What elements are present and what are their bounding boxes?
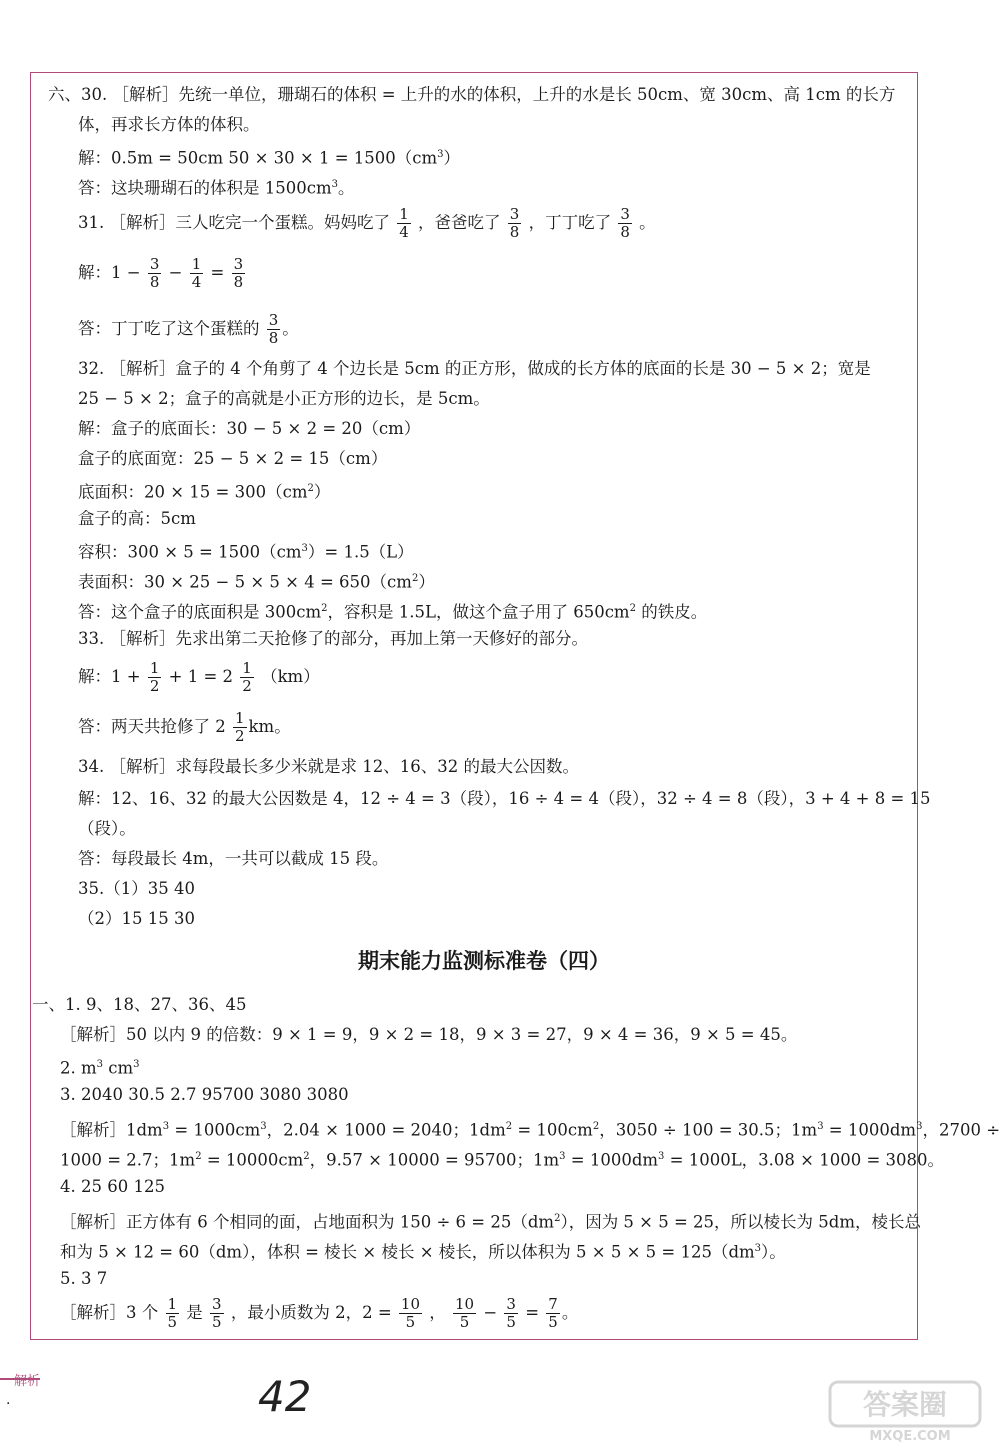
fraction-3-8: $\frac{3}{8}$ <box>509 205 520 241</box>
watermark-logo <box>826 1378 996 1444</box>
q32-answer: 答：这个盒子的底面积是 $300cm^2$，容积是 1.5L，做这个盒子用了 $650cm^2$ 的铁皮。 <box>78 602 708 622</box>
s4-analysis-line1: ［解析］正方体有 6 个相同的面，占地面积为 $150 \div 6 = 25(dm^2)$，因为 5 × 5 = 25，所以棱长为 5dm，棱长总 <box>60 1212 922 1232</box>
fraction-3-8: $\frac{3}{8}$ <box>620 205 630 241</box>
watermark-top-text: 答案圈 <box>862 1388 948 1421</box>
s2-answer: 2. $m^3$ $cm^3$ <box>60 1058 140 1078</box>
q33-analysis: 33. ［解析］先求出第二天抢修了的部分，再加上第一天修好的部分。 <box>78 629 588 648</box>
s5-answer: 5. 3 7 <box>60 1269 108 1288</box>
fraction-1-4: $\frac{1}{4}$ <box>399 205 409 241</box>
s4-analysis-line2: 和为 5 × 12 = 60（dm），体积 = 棱长 × 棱长 × 棱长，所以体积为 $5 \times 5 \times 5 = 125(dm^3)$。 <box>60 1242 786 1262</box>
page-number: 42 <box>258 1372 312 1421</box>
q34-analysis: 34. ［解析］求每段最长多少米就是求 12、16、32 的最大公因数。 <box>78 757 579 776</box>
q32-step1: 解：盒子的底面长：30 − 5 × 2 = 20（cm） <box>78 419 421 438</box>
q32-step5: 容积：$300 \times 5 = 1500(cm^3)= 1.5(L)$ <box>78 542 414 562</box>
q32-step6: 表面积：$30 \times 25 - 5 \times 5 \times 4 = 650(cm^2)$ <box>78 572 435 592</box>
q32-step2: 盒子的底面宽：25 − 5 × 2 = 15（cm） <box>78 449 388 468</box>
q34-solution-line2: （段）。 <box>78 819 136 838</box>
q34-answer: 答：每段最长 4m，一共可以截成 15 段。 <box>78 849 389 868</box>
s3-answer: 3. 2040 30.5 2.7 95700 3080 3080 <box>60 1085 349 1104</box>
s5-analysis: ［解析］3 个 $\frac{1}{5}$ 是 $\frac{3}{5}$ ，最小质数为 2，2 = $\frac{10}{5}$ ， $\frac{10}{5}$ − $\frac{3}{5}$ = $\frac{7}{5}$ 。 <box>60 1295 579 1331</box>
q32-step4: 盒子的高：5cm <box>78 509 196 528</box>
s1-answer: 一、1. 9、18、27、36、45 <box>32 995 247 1014</box>
q33-solution: 解：1 + $\frac{1}{2}$ + 1 = 2 $\frac{1}{2}$ （km） <box>78 659 320 695</box>
q31-answer: 答：丁丁吃了这个蛋糕的 $\frac{3}{8}$ 。 <box>78 311 299 347</box>
q31-solution: 解：1 − $\frac{3}{8}$ − $\frac{1}{4}$ = $\frac{3}{8}$ <box>78 255 244 291</box>
watermark-bottom-text: MXQE.COM <box>869 1429 951 1444</box>
q34-solution-line1: 解：12、16、32 的最大公因数是 4，12 ÷ 4 = 3（段），16 ÷ 4 = 4（段），32 ÷ 4 = 8（段），3 + 4 + 8 = 15 <box>78 789 931 808</box>
s1-analysis: ［解析］50 以内 9 的倍数：9 × 1 = 9，9 × 2 = 18，9 × 3 = 27，9 × 4 = 36，9 × 5 = 45。 <box>60 1025 798 1044</box>
q32-step3: 底面积：$20 \times 15 = 300(cm^2)$ <box>78 482 331 502</box>
q35-part2: （2）15 15 30 <box>78 909 195 928</box>
section-title: 期末能力监测标准卷（四） <box>358 949 610 973</box>
q30-answer: 答：这块珊瑚石的体积是 $1500cm^3$。 <box>78 178 355 198</box>
q30-analysis-line1: 六、30. ［解析］先统一单位，珊瑚石的体积 = 上升的水的体积，上升的水是长 50cm、宽 30cm、高 1cm 的长方 <box>48 85 896 104</box>
q32-analysis-line2: 25 − 5 × 2；盒子的高就是小正方形的边长，是 5cm。 <box>78 389 490 408</box>
q33-answer: 答：两天共抢修了 2 $\frac{1}{2}$ km。 <box>78 709 291 745</box>
s3-analysis-line2: 1000 = 2.7；$1m^2 = 10000cm^2$，9.57 × 10000 = 95700；$1m^3 = 1000dm^3 = 1000L$，3.08 × 1000 = 3080。 <box>60 1150 945 1170</box>
q30-solution: 解：0.5m = 50cm $50 \times 30 \times 1 = 1500(cm^3)$ <box>78 148 461 168</box>
q30-analysis-line2: 体，再求长方体的体积。 <box>78 115 260 134</box>
section-tab-label: 解析 <box>14 1374 41 1389</box>
q31-analysis: 31. ［解析］三人吃完一个蛋糕。妈妈吃了 $\frac{1}{4}$ ，爸爸吃了 $\frac{3}{8}$ ，丁丁吃了 $\frac{3}{8}$ 。 <box>78 205 656 241</box>
q35-part1: 35.（1）35 40 <box>78 879 195 898</box>
s3-analysis-line1: ［解析$]1dm^3 = 1000cm^3$，2.04 × 1000 = 2040；$1dm^2 = 100cm^2$，3050 ÷ 100 = 30.5；$1m^3 = 1000dm^3$，2700 ÷ <box>60 1120 1000 1140</box>
section-tab-mark: · <box>6 1396 11 1412</box>
s4-answer: 4. 25 60 125 <box>60 1177 165 1196</box>
q32-analysis-line1: 32. ［解析］盒子的 4 个角剪了 4 个边长是 5cm 的正方形，做成的长方体的底面的长是 30 − 5 × 2；宽是 <box>78 359 871 378</box>
